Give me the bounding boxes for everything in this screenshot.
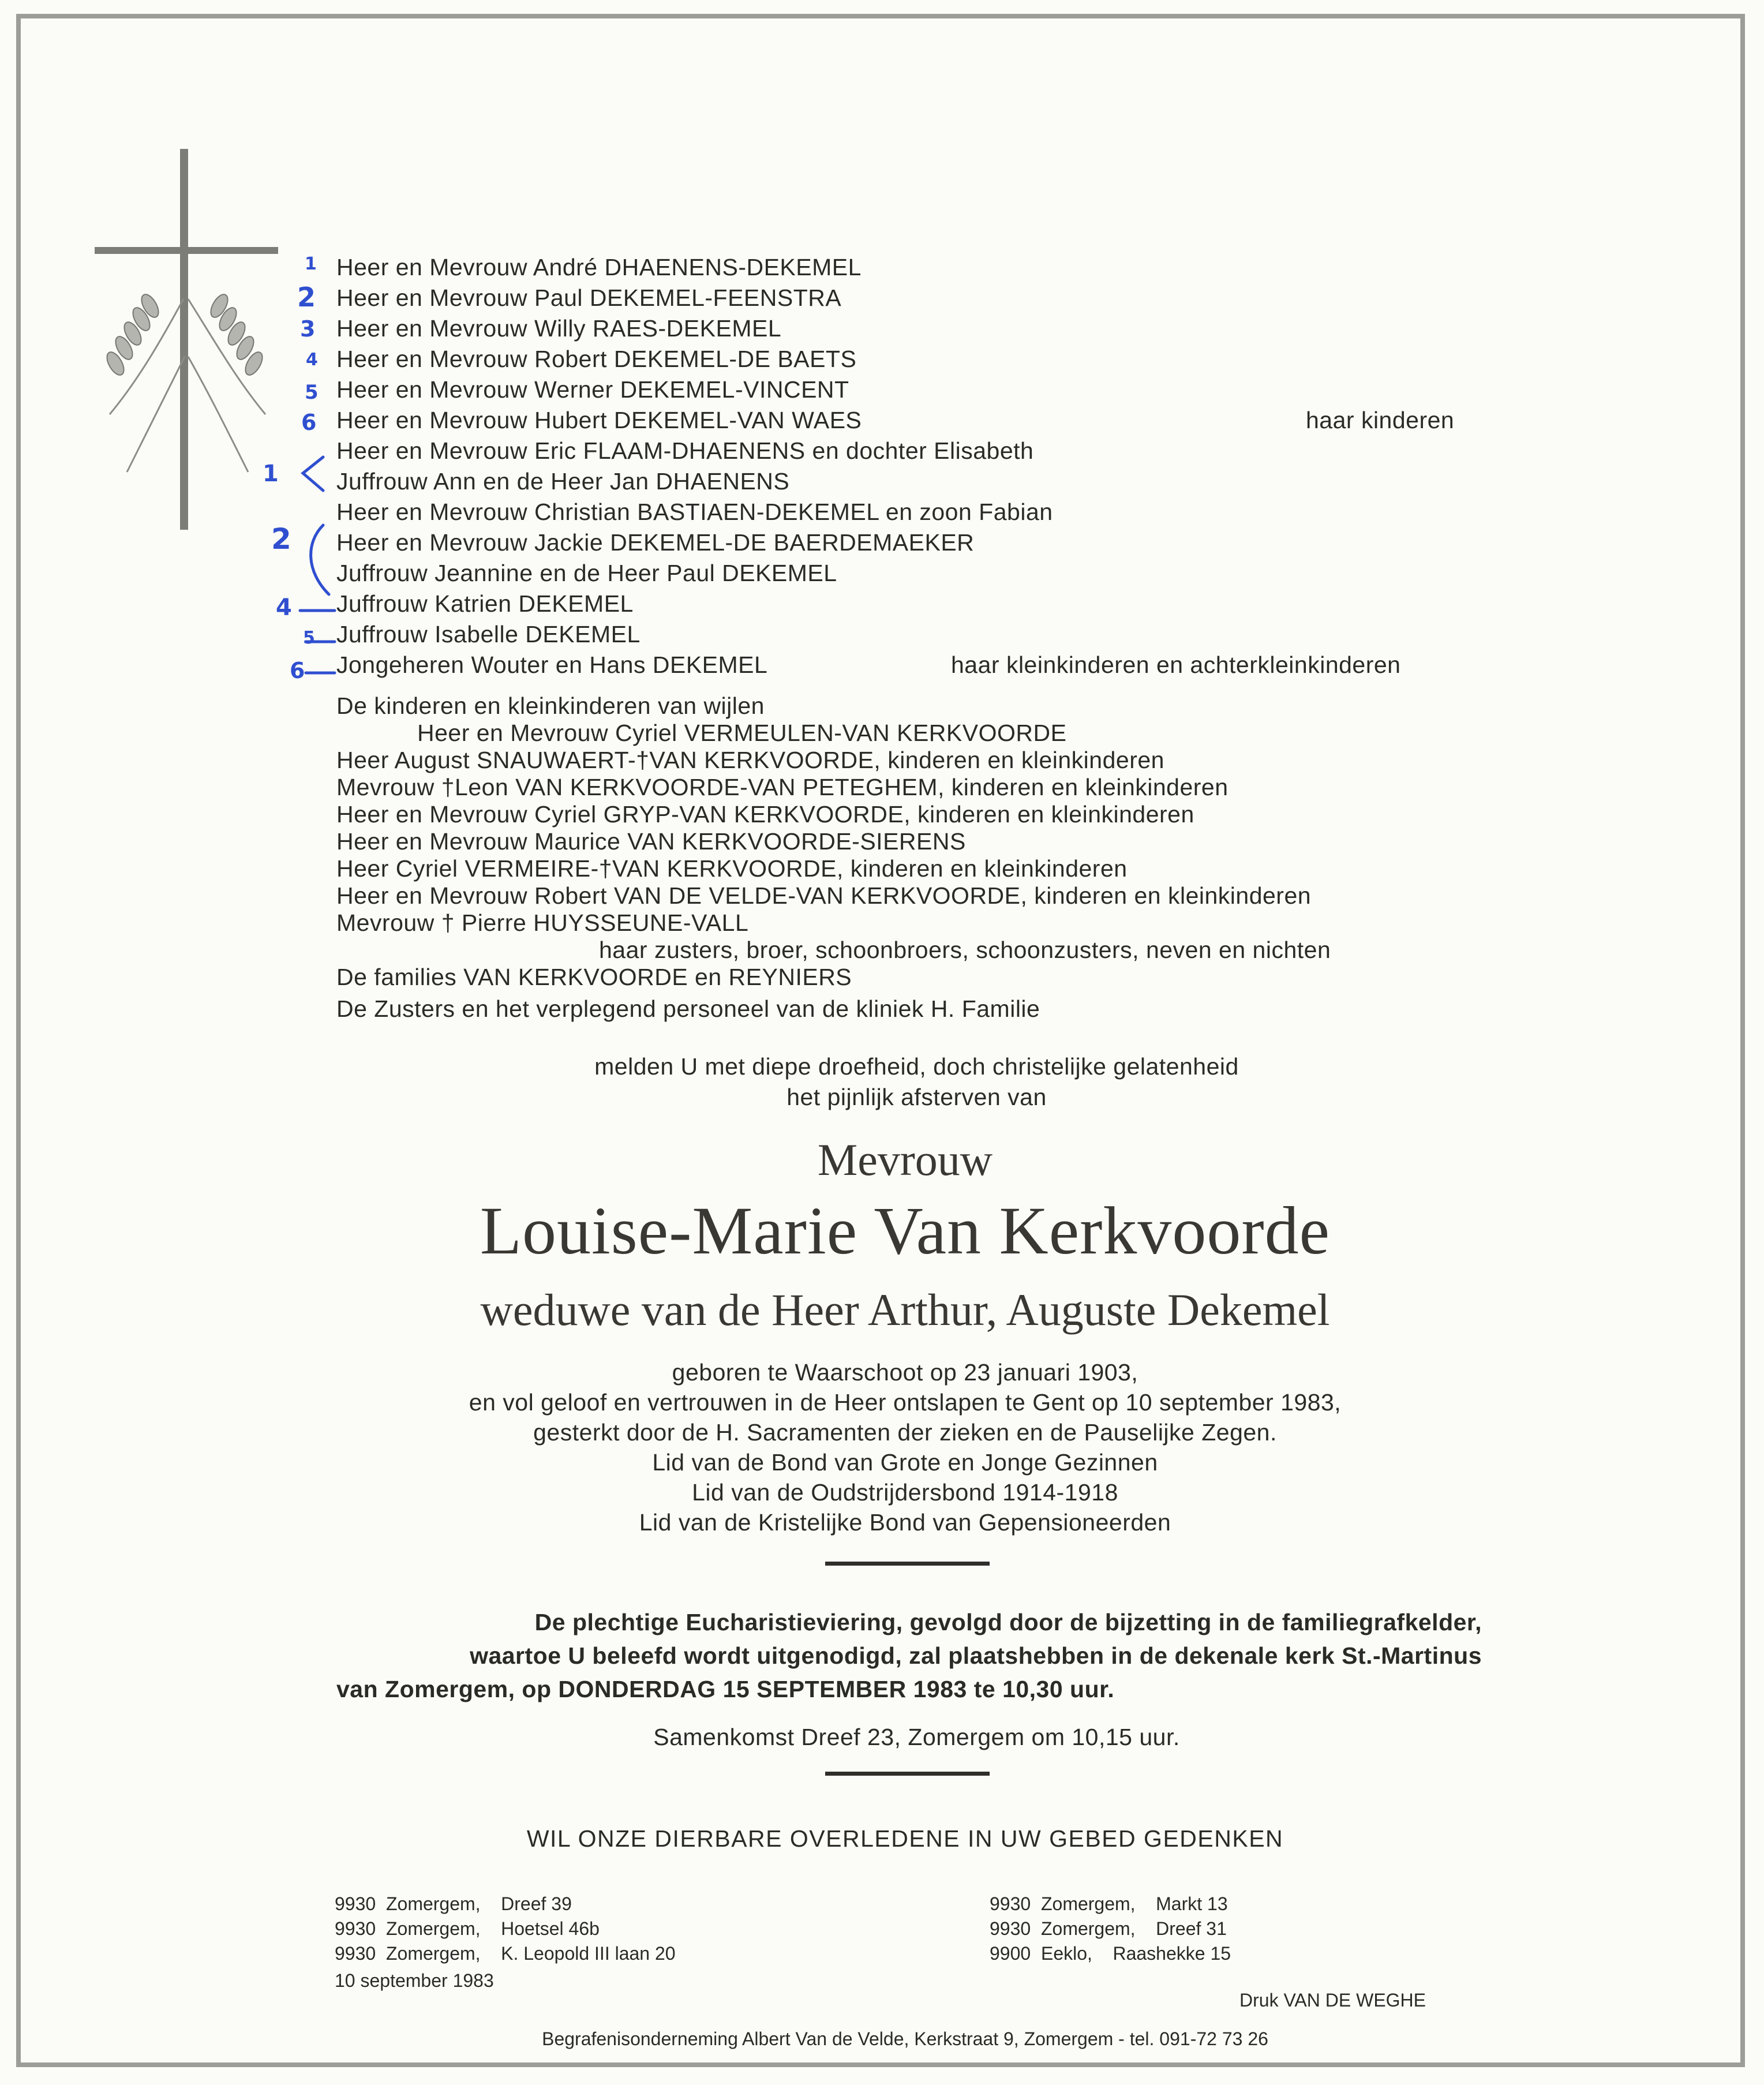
family-line: [336, 619, 1490, 650]
relative-line: Heer en Mevrouw Robert VAN DE VELDE-VAN KERKVOORDE, kinderen en kleinkinderen: [336, 882, 1312, 909]
bio-line: Lid van de Oudstrijdersbond 1914-1918: [692, 1479, 1118, 1506]
bio-block: [23, 1357, 1764, 1537]
address-street: Markt 13: [1156, 1893, 1228, 1914]
divider-rule: [825, 1562, 990, 1566]
relatives-list: [336, 692, 1331, 1023]
family-line: [336, 558, 1490, 589]
family-name: Heer en Mevrouw Hubert DEKEMEL-VAN WAES: [336, 407, 862, 433]
pen-brackets: [289, 450, 340, 692]
family-line: [336, 436, 1490, 466]
gathering-line: Samenkomst Dreef 23, Zomergem om 10,15 uur.: [653, 1724, 1180, 1750]
relatives-intro: De kinderen en kleinkinderen van wijlen: [336, 692, 765, 719]
family-name: Heer en Mevrouw Willy RAES-DEKEMEL: [336, 315, 782, 342]
family-line: [336, 650, 1490, 680]
pen-mark-6: 6: [301, 410, 317, 435]
relative-line: Heer en Mevrouw Cyriel VERMEULEN-VAN KERKVOORDE: [417, 720, 1067, 746]
address-street: K. Leopold III laan 20: [501, 1943, 676, 1964]
family-name: Juffrouw Katrien DEKEMEL: [336, 590, 634, 617]
bio-line: Lid van de Bond van Grote en Jonge Gezinnen: [652, 1449, 1158, 1476]
bio-line: gesterkt door de H. Sacramenten der zieken en de Pauselijke Zegen.: [533, 1419, 1277, 1446]
address-street: Dreef 39: [501, 1893, 572, 1914]
address-town: Zomergem,: [385, 1943, 481, 1964]
address-row: [990, 1916, 1231, 1941]
printer-line: Druk VAN DE WEGHE: [1239, 1990, 1426, 2011]
address-row: [335, 1916, 676, 1941]
address-town: Zomergem,: [1040, 1918, 1136, 1939]
relative-line: Mevrouw † Pierre HUYSSEUNE-VALL: [336, 909, 749, 936]
families-line: De families VAN KERKVOORDE en REYNIERS: [336, 964, 852, 990]
family-name: Heer en Mevrouw Eric FLAAM-DHAENENS en dochter Elisabeth: [336, 437, 1034, 464]
address-street: Hoetsel 46b: [501, 1918, 600, 1939]
address-zip: 9930: [335, 1893, 376, 1914]
pen-mark-5: 5: [305, 381, 319, 404]
nurses-line: De Zusters en het verplegend personeel van de kliniek H. Familie: [336, 995, 1040, 1022]
family-line: [336, 313, 1490, 344]
family-name: Heer en Mevrouw Werner DEKEMEL-VINCENT: [336, 376, 849, 403]
divider-rule-2: [825, 1772, 990, 1776]
relative-line: Heer en Mevrouw Cyriel GRYP-VAN KERKVOORDE, kinderen en kleinkinderen: [336, 801, 1194, 828]
family-name: Heer en Mevrouw Robert DEKEMEL-DE BAETS: [336, 346, 857, 372]
cross-wheat-icon: [92, 149, 283, 530]
family-line: [336, 527, 1490, 558]
address-zip: 9900: [990, 1943, 1031, 1964]
family-name: Juffrouw Jeannine en de Heer Paul DEKEMEL: [336, 560, 837, 586]
family-line: [336, 466, 1490, 497]
address-zip: 9930: [990, 1893, 1031, 1914]
undertaker-line: Begrafenisonderneming Albert Van de Velde, Kerkstraat 9, Zomergem - tel. 091-72 73 26: [542, 2028, 1268, 2049]
deceased-name: Louise-Marie Van Kerkvoorde: [480, 1193, 1331, 1268]
deceased-honorific: Mevrouw: [817, 1135, 993, 1185]
pen-mark-1: 1: [305, 254, 317, 274]
family-line: [336, 283, 1490, 313]
relative-line: Heer en Mevrouw Maurice VAN KERKVOORDE-SIERENS: [336, 828, 966, 855]
grandchildren-label: haar kleinkinderen en achterkleinkinderen: [951, 652, 1401, 678]
family-name: Juffrouw Isabelle DEKEMEL: [336, 621, 641, 647]
announcement-line-1: melden U met diepe droefheid, doch christelijke gelatenheid: [594, 1053, 1239, 1080]
bio-line: geboren te Waarschoot op 23 januari 1903,: [672, 1359, 1138, 1386]
service-line: De plechtige Eucharistieviering, gevolgd door de bijzetting in de familiegrafkelder,: [534, 1609, 1482, 1635]
date-line: 10 september 1983: [335, 1970, 494, 1991]
addresses-right: [990, 1892, 1231, 1966]
service-block: [336, 1605, 1482, 1706]
address-zip: 9930: [335, 1918, 376, 1939]
address-row: [990, 1892, 1231, 1916]
address-zip: 9930: [335, 1943, 376, 1964]
family-line: [336, 405, 1490, 436]
service-line: waartoe U beleefd wordt uitgenodigd, zal plaatshebben in de dekenale kerk St.-Martinus: [470, 1642, 1482, 1669]
family-line: [336, 344, 1490, 375]
addresses-left: [335, 1892, 676, 1993]
pen-mark-3: 3: [300, 316, 316, 342]
bio-line: en vol geloof en vertrouwen in de Heer ontslapen te Gent op 10 september 1983,: [469, 1389, 1342, 1416]
siblings-note: haar zusters, broer, schoonbroers, schoonzusters, neven en nichten: [599, 937, 1331, 963]
address-town: Zomergem,: [385, 1918, 481, 1939]
pen-mark-4: 4: [306, 350, 318, 370]
bio-line: Lid van de Kristelijke Bond van Gepensioneerden: [639, 1509, 1171, 1536]
family-name: Heer en Mevrouw André DHAENENS-DEKEMEL: [336, 254, 862, 280]
address-street: Raashekke 15: [1113, 1943, 1231, 1964]
announcement-line-2: het pijnlijk afsterven van: [787, 1084, 1047, 1110]
family-list: [336, 252, 1490, 680]
family-name: Heer en Mevrouw Christian BASTIAEN-DEKEMEL en zoon Fabian: [336, 499, 1053, 525]
family-line: [336, 375, 1490, 405]
address-town: Zomergem,: [385, 1893, 481, 1914]
pen-mark-2: 2: [297, 282, 316, 313]
deceased-widow-of: weduwe van de Heer Arthur, Auguste Dekemel: [480, 1285, 1330, 1335]
service-line: van Zomergem, op DONDERDAG 15 SEPTEMBER 1983 te 10,30 uur.: [336, 1676, 1115, 1702]
address-town: Eeklo,: [1040, 1943, 1092, 1964]
address-row: [335, 1941, 676, 1966]
family-line: [336, 497, 1490, 527]
address-row: [335, 1892, 676, 1916]
children-label: haar kinderen: [1306, 407, 1455, 433]
pen-mark-4b: 4: [276, 594, 292, 621]
family-name: Heer en Mevrouw Jackie DEKEMEL-DE BAERDEMAEKER: [336, 529, 975, 556]
pen-mark-2b: 2: [271, 522, 291, 556]
family-name: Jongeheren Wouter en Hans DEKEMEL: [336, 652, 768, 678]
address-town: Zomergem,: [1040, 1893, 1136, 1914]
relative-line: Mevrouw †Leon VAN KERKVOORDE-VAN PETEGHEM, kinderen en kleinkinderen: [336, 774, 1229, 800]
family-name: Juffrouw Ann en de Heer Jan DHAENENS: [336, 468, 790, 495]
family-line: [336, 589, 1490, 619]
address-row: [990, 1941, 1231, 1966]
address-zip: 9930: [990, 1918, 1031, 1939]
relative-line: Heer August SNAUWAERT-†VAN KERKVOORDE, kinderen en kleinkinderen: [336, 747, 1164, 773]
pen-mark-1b: 1: [263, 461, 279, 487]
relative-line: Heer Cyriel VERMEIRE-†VAN KERKVOORDE, kinderen en kleinkinderen: [336, 855, 1128, 882]
prayer-line: WIL ONZE DIERBARE OVERLEDENE IN UW GEBED GEDENKEN: [526, 1825, 1284, 1852]
family-name: Heer en Mevrouw Paul DEKEMEL-FEENSTRA: [336, 285, 842, 311]
family-line: [336, 252, 1490, 283]
pen-mark-5b: 5: [303, 628, 315, 648]
address-street: Dreef 31: [1156, 1918, 1227, 1939]
pen-mark-6b: 6: [290, 658, 305, 683]
